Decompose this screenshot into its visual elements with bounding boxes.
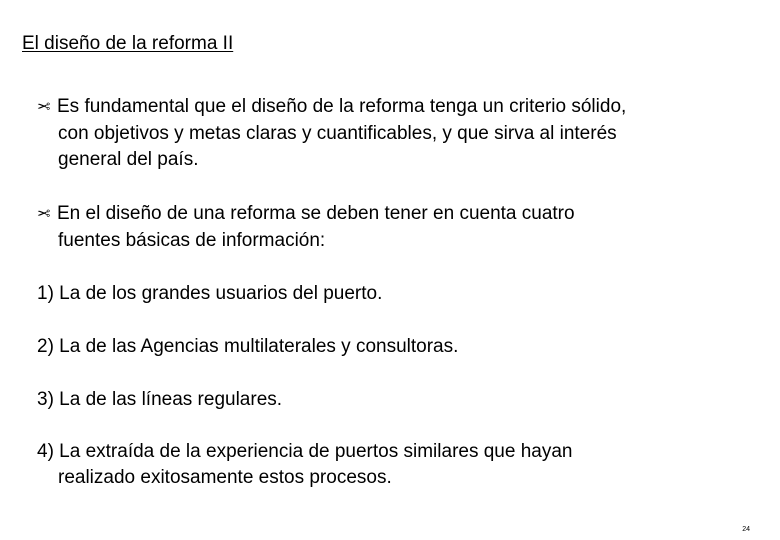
bullet-1-line-1: Es fundamental que el diseño de la reforma tenga un criterio sólido,	[57, 96, 627, 117]
list-item-3	[37, 387, 282, 413]
list-item-3-text: 3) La de las líneas regulares.	[37, 389, 283, 410]
page-number: 24	[742, 526, 750, 533]
bullet-2-line-1: En el diseño de una reforma se deben tener en cuenta cuatro	[57, 203, 575, 224]
slide-title: El diseño de la reforma II	[22, 33, 234, 54]
bullet-item-2	[37, 201, 575, 254]
bullet-item-1	[37, 94, 626, 173]
list-item-2-text: 2) La de las Agencias multilaterales y consultoras.	[37, 336, 459, 357]
scissors-icon: ✂	[37, 99, 51, 116]
bullet-1-line-3: general del país.	[58, 149, 199, 170]
bullet-2-line-2: fuentes básicas de información:	[58, 230, 326, 251]
list-item-4-line-2: realizado exitosamente estos procesos.	[58, 467, 392, 488]
list-item-4	[37, 439, 573, 491]
list-item-4-line-1: 4) La extraída de la experiencia de puertos similares que hayan	[37, 441, 573, 462]
bullet-1-line-2: con objetivos y metas claras y cuantificables, y que sirva al interés	[58, 123, 617, 144]
list-item-1-text: 1) La de los grandes usuarios del puerto.	[37, 283, 383, 304]
scissors-icon: ✂	[37, 206, 51, 223]
list-item-1	[37, 281, 382, 307]
list-item-2	[37, 334, 458, 360]
